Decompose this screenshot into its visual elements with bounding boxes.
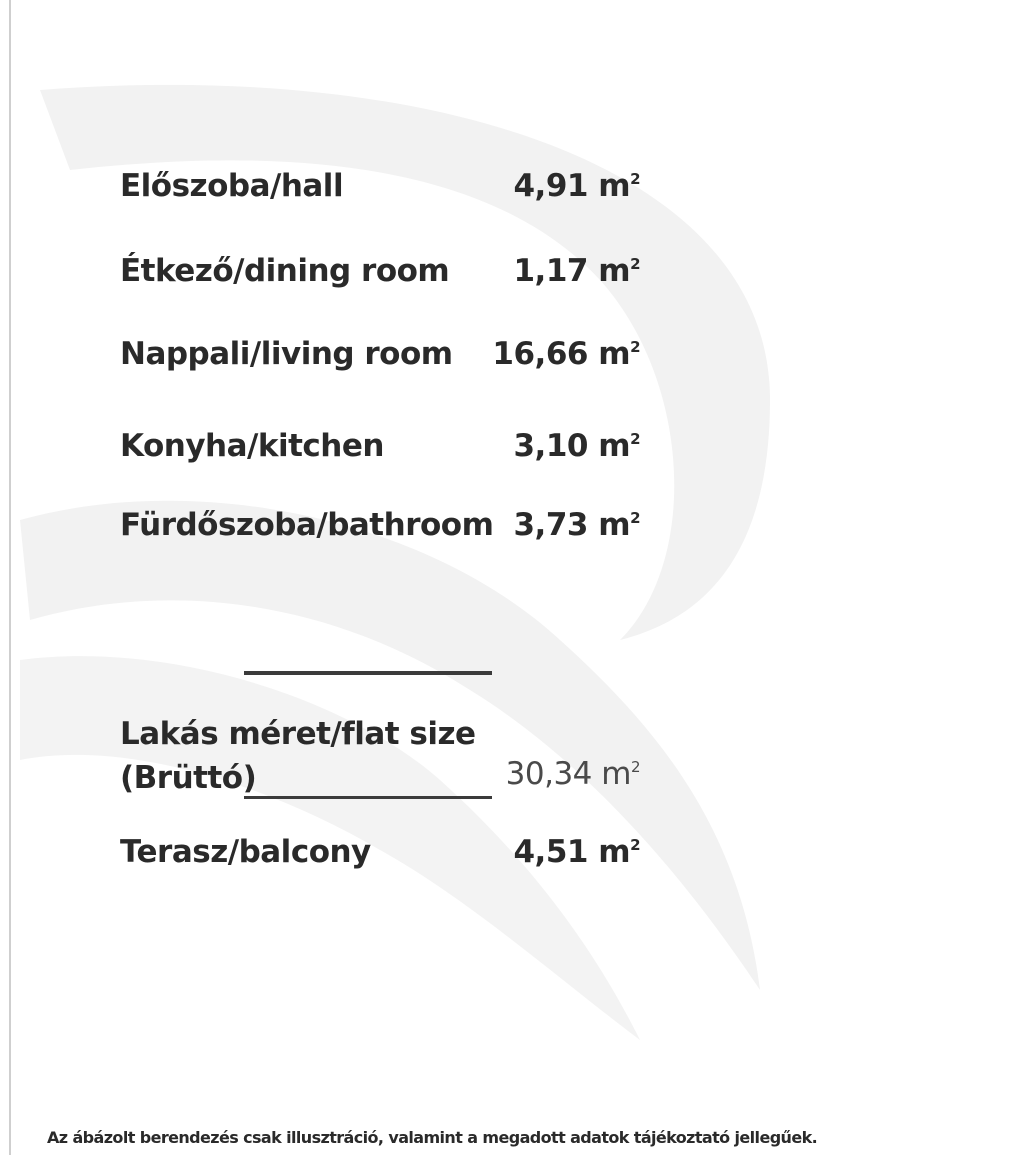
flat-size-label-line1: Lakás méret/flat size (120, 716, 476, 752)
room-name: Fürdőszoba/bathroom (120, 507, 494, 543)
room-area: 1,17 $m^2$ (513, 253, 640, 289)
room-row-bathroom (0, 507, 1024, 547)
room-row-hall (0, 168, 1024, 208)
room-area: 3,10 $m^2$ (513, 428, 640, 464)
room-area: 4,51 $m^2$ (513, 834, 640, 870)
room-row-dining (0, 253, 1024, 293)
room-area: 4,91 $m^2$ (513, 168, 640, 204)
room-row-kitchen (0, 428, 1024, 468)
room-area: 3,73 $m^2$ (513, 507, 640, 543)
flat-size-area: 30,34 $m^2$ (505, 756, 640, 792)
gross-underline (244, 796, 492, 799)
flat-size-label (120, 712, 476, 800)
room-area: 16,66 $m^2$ (492, 336, 640, 372)
disclaimer-note: Az ábázolt berendezés csak illusztráció, valamint a megadott adatok tájékoztató jellegűek. (47, 1128, 818, 1147)
room-row-living (0, 336, 1024, 376)
room-name: Étkező/dining room (120, 253, 450, 289)
room-row-terrace (0, 834, 1024, 874)
room-name: Nappali/living room (120, 336, 453, 372)
room-name: Konyha/kitchen (120, 428, 384, 464)
divider-line (244, 671, 492, 675)
room-name: Előszoba/hall (120, 168, 344, 204)
flat-size-label-line2: (Brüttó) (120, 760, 257, 796)
room-name: Terasz/balcony (120, 834, 371, 870)
